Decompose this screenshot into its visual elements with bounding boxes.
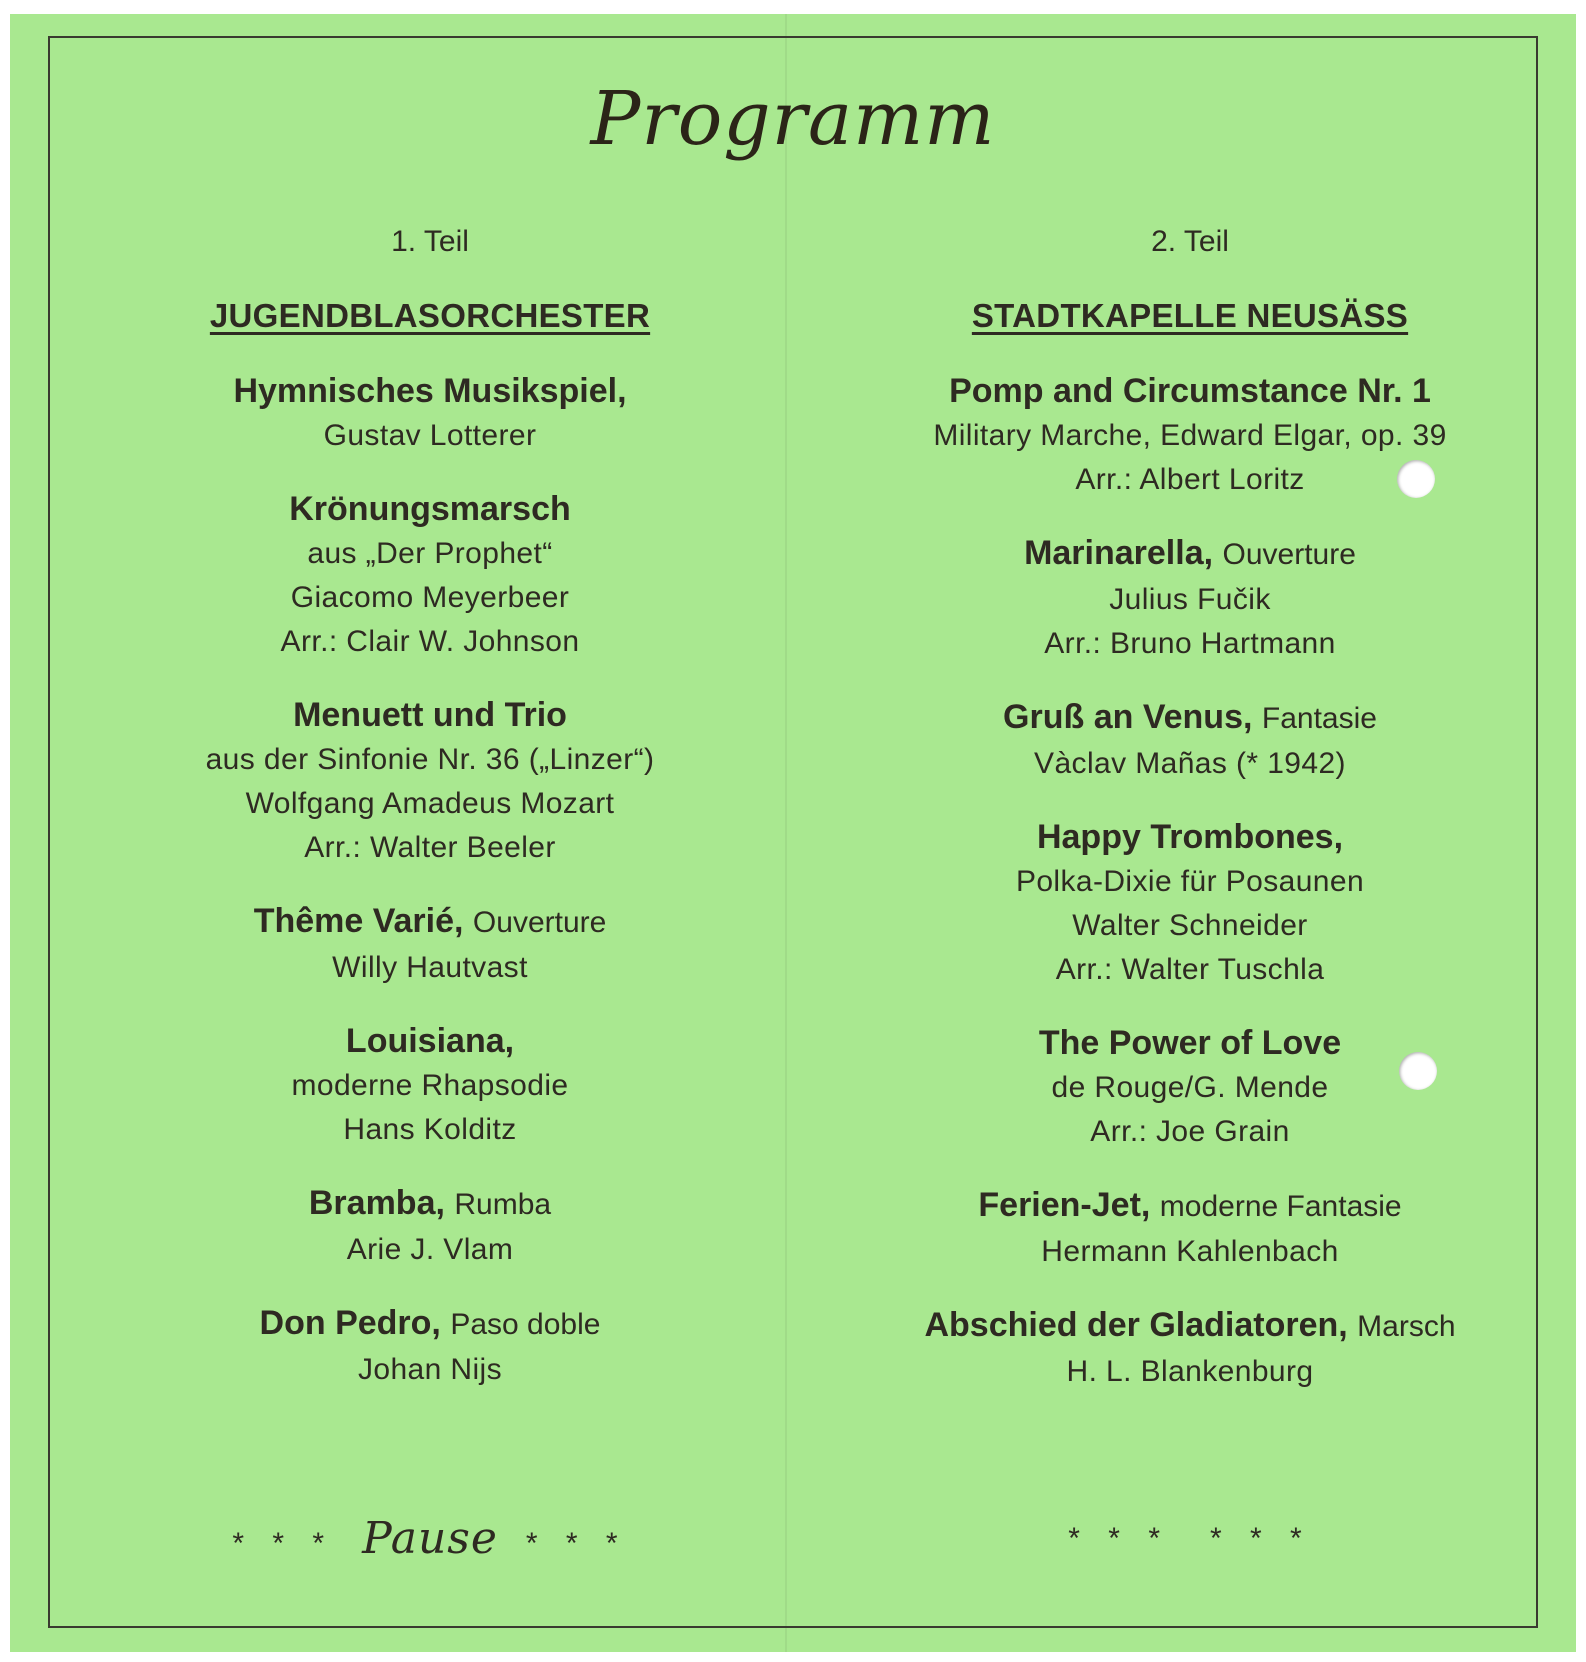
piece-title: Thême Varié, [253, 902, 464, 940]
piece-title-line [870, 1302, 1510, 1350]
program-item [160, 368, 700, 458]
piece-title: Hymnisches Musikspiel, [233, 372, 627, 410]
program-item [870, 1182, 1510, 1274]
part-two-column [870, 224, 1510, 1422]
piece-title: The Power of Love [1038, 1024, 1342, 1062]
piece-detail: Arr.: Bruno Hartmann [1044, 627, 1336, 660]
piece-title-line [870, 1182, 1510, 1230]
piece-detail: H. L. Blankenburg [1066, 1355, 1314, 1388]
piece-genre: Rumba [454, 1188, 552, 1221]
piece-title: Bramba, [308, 1184, 445, 1222]
program-sheet [10, 14, 1576, 1652]
program-item [870, 694, 1510, 786]
punch-hole [1399, 1052, 1437, 1090]
intermission-line [160, 1514, 700, 1569]
program-item [870, 814, 1510, 992]
piece-title: Menuett und Trio [293, 696, 567, 734]
piece-detail: Johan Nijs [357, 1353, 503, 1386]
piece-genre: Marsch [1357, 1310, 1456, 1343]
program-item [160, 1180, 700, 1272]
star-divider: * * * [232, 1527, 335, 1560]
piece-detail: Arr.: Walter Tuschla [1055, 953, 1325, 986]
piece-detail: Willy Hautvast [332, 951, 528, 984]
piece-title-line [160, 1180, 700, 1228]
piece-title-line [160, 368, 700, 414]
program-item [870, 1302, 1510, 1394]
piece-title-line [160, 486, 700, 532]
piece-detail: aus der Sinfonie Nr. 36 („Linzer“) [205, 743, 655, 776]
piece-title-line [160, 692, 700, 738]
closing-line [870, 1514, 1510, 1564]
piece-genre: Ouverture [1222, 538, 1356, 571]
piece-detail: Polka-Dixie für Posaunen [1015, 865, 1365, 898]
piece-detail: Gustav Lotterer [323, 419, 537, 452]
star-divider: * * * [1210, 1522, 1312, 1555]
program-item [870, 530, 1510, 666]
piece-genre: Ouverture [472, 906, 607, 939]
piece-title-line [160, 898, 700, 946]
piece-title-line [870, 530, 1510, 578]
piece-detail: Arie J. Vlam [346, 1233, 514, 1266]
piece-title-line [160, 1018, 700, 1064]
piece-title: Krönungsmarsch [289, 490, 571, 528]
piece-genre: Fantasie [1261, 702, 1377, 735]
piece-title-line [870, 368, 1510, 414]
part-one-column [160, 224, 700, 1420]
part-one-label: 1. Teil [391, 225, 469, 258]
piece-title: Abschied der Gladiatoren, [924, 1306, 1348, 1344]
piece-title-line [870, 694, 1510, 742]
piece-detail: Arr.: Joe Grain [1090, 1115, 1290, 1148]
piece-detail: Arr.: Walter Beeler [304, 831, 556, 864]
program-item [160, 692, 700, 870]
piece-detail: de Rouge/G. Mende [1051, 1071, 1329, 1104]
piece-title: Happy Trombones, [1036, 818, 1344, 856]
piece-detail: Julius Fučik [1109, 583, 1271, 616]
piece-title: Louisiana, [345, 1022, 515, 1060]
piece-detail: Hermann Kahlenbach [1041, 1235, 1339, 1268]
piece-title: Marinarella, [1024, 534, 1214, 572]
part-two-orchestra: STADTKAPELLE NEUSÄSS [971, 297, 1409, 334]
program-item [160, 898, 700, 990]
piece-title-line [870, 814, 1510, 860]
page-title: Programm [590, 76, 996, 162]
program-item [160, 486, 700, 664]
star-divider: * * * [525, 1527, 628, 1560]
piece-detail: Wolfgang Amadeus Mozart [245, 787, 615, 820]
piece-detail: Military Marche, Edward Elgar, op. 39 [933, 419, 1447, 452]
piece-genre: moderne Fantasie [1159, 1190, 1402, 1223]
piece-detail: moderne Rhapsodie [291, 1069, 569, 1102]
piece-detail: Arr.: Clair W. Johnson [280, 625, 580, 658]
piece-detail: Walter Schneider [1072, 909, 1308, 942]
punch-hole [1397, 460, 1435, 498]
program-item [160, 1018, 700, 1152]
piece-title: Gruß an Venus, [1003, 698, 1253, 736]
pause-label: Pause [362, 1513, 498, 1564]
piece-genre: Paso doble [450, 1308, 601, 1341]
piece-title: Ferien-Jet, [978, 1186, 1151, 1224]
piece-title: Don Pedro, [259, 1304, 441, 1342]
program-item [160, 1300, 700, 1392]
piece-title: Pomp and Circumstance Nr. 1 [949, 372, 1431, 410]
piece-title-line [160, 1300, 700, 1348]
piece-detail: Vàclav Mañas (* 1942) [1034, 747, 1346, 780]
part-one-orchestra: JUGENDBLASORCHESTER [209, 297, 651, 334]
piece-detail: aus „Der Prophet“ [307, 537, 553, 570]
star-divider: * * * [1068, 1522, 1170, 1555]
piece-detail: Giacomo Meyerbeer [290, 581, 570, 614]
piece-detail: Hans Kolditz [343, 1113, 517, 1146]
piece-detail: Arr.: Albert Loritz [1075, 463, 1305, 496]
part-two-label: 2. Teil [1151, 225, 1229, 258]
